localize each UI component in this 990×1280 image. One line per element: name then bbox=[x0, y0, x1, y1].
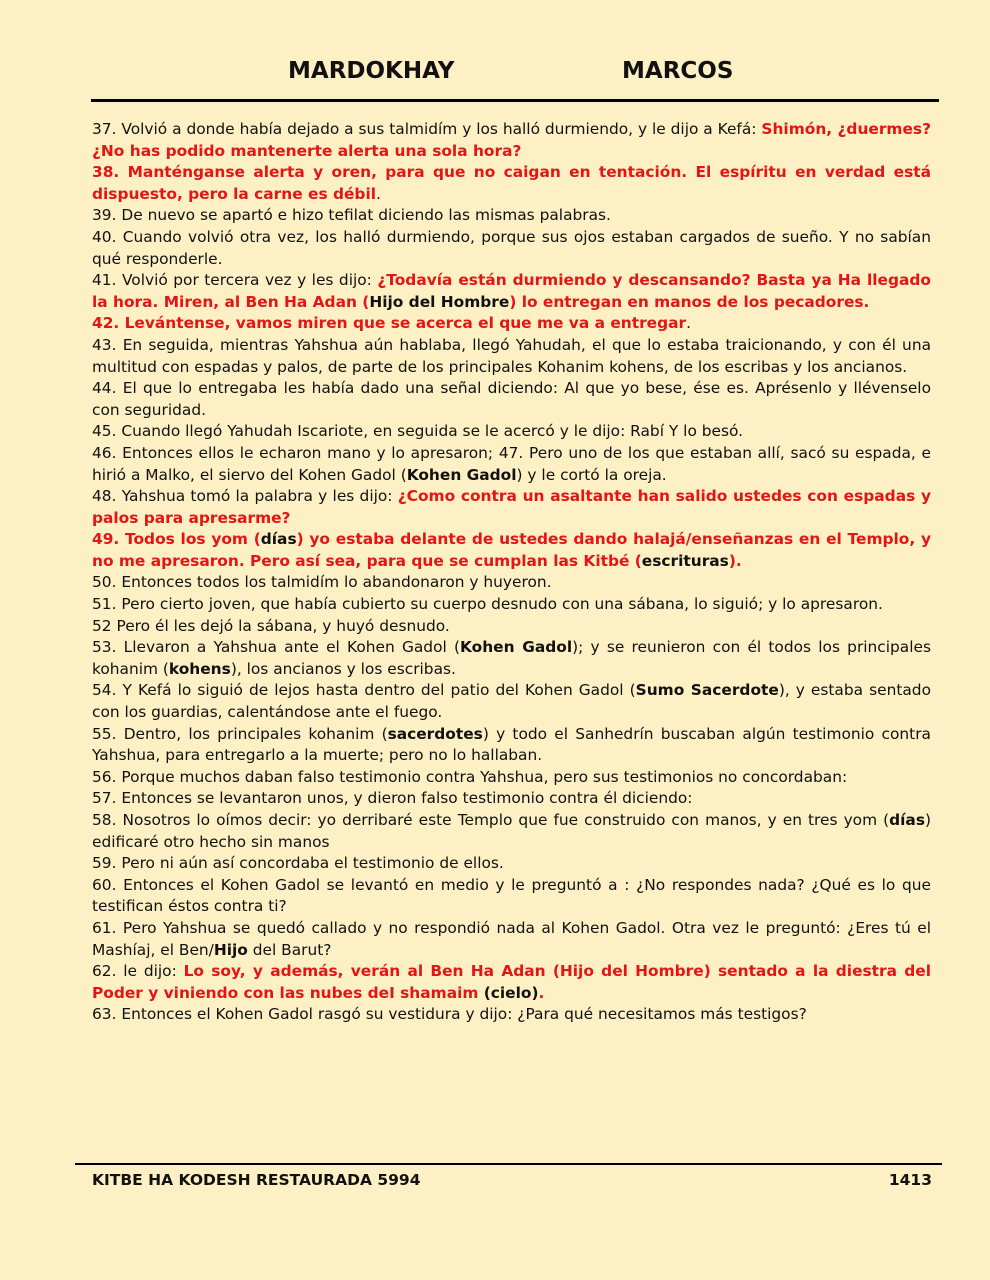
verse-quote-text: ). bbox=[728, 551, 742, 570]
verse-gloss-text: días bbox=[889, 811, 925, 829]
verse-quote-text: Shimón, ¿duermes? ¿No has podido mantenerte alerta una sola hora? bbox=[92, 120, 931, 160]
verse bbox=[92, 227, 931, 270]
verse-text: 46. Entonces ellos le echaron mano y lo apresaron; 47. Pero uno de los que estaban allí, sacó su espada, e hirió a Malko, el siervo del Kohen Gadol ( bbox=[92, 443, 931, 484]
verse-text: 62. le dijo: bbox=[92, 962, 184, 981]
verse bbox=[92, 205, 931, 227]
verse-gloss-text: días bbox=[260, 530, 297, 549]
verse-text: 53. Llevaron a Yahshua ante el Kohen Gadol ( bbox=[92, 638, 460, 657]
verse bbox=[92, 680, 931, 723]
verse-gloss-text: (cielo) bbox=[483, 983, 539, 1002]
verse-gloss-text: Sumo Sacerdote bbox=[635, 681, 779, 700]
verse-text: 59. Pero ni aún así concordaba el testimonio de ellos. bbox=[92, 854, 504, 873]
verse-text: 41. Volvió por tercera vez y les dijo: bbox=[92, 271, 378, 290]
verse-text: 37. Volvió a donde había dejado a sus talmidím y los halló durmiendo, y le dijo a Kefá: bbox=[92, 120, 762, 138]
verse-text: 48. Yahshua tomó la palabra y les dijo: bbox=[92, 487, 398, 506]
verse-quote-text: 38. Manténganse alerta y oren, para que no caigan en tentación. El espíritu en verdad está dispuesto, pero la carne es débil bbox=[92, 163, 931, 203]
verse-gloss-text: Hijo bbox=[213, 940, 248, 959]
verse-text: 58. Nosotros lo oímos decir: yo derribaré este Templo que fue construido con manos, y en tres yom ( bbox=[92, 811, 890, 829]
verse-text: 55. Dentro, los principales kohanim ( bbox=[92, 724, 388, 743]
verse-gloss-text: Hijo del Hombre bbox=[369, 292, 510, 311]
verse-text: 44. El que lo entregaba les había dado una señal diciendo: Al que yo bese, ése es. Aprésenlo y llévenselo con seguridad. bbox=[92, 379, 931, 419]
verse-text: 40. Cuando volvió otra vez, los halló durmiendo, porque sus ojos estaban cargados de sueño. Y no sabían qué responderle. bbox=[92, 227, 931, 268]
verse bbox=[92, 378, 931, 421]
verse-text: 60. Entonces el Kohen Gadol se levantó en medio y le preguntó a : ¿No respondes nada? ¿Qué es lo que testifican éstos contra ti? bbox=[92, 875, 931, 916]
verse bbox=[92, 1004, 931, 1026]
verse bbox=[92, 637, 931, 680]
verse-text-body bbox=[92, 119, 931, 1026]
verse-quote-text: ¿Como contra un asaltante han salido ustedes con espadas y palos para apresarme? bbox=[92, 487, 931, 527]
verse bbox=[92, 616, 931, 638]
verse-text: 52 Pero él les dejó la sábana, y huyó desnudo. bbox=[92, 616, 450, 635]
verse bbox=[92, 594, 931, 616]
verse bbox=[92, 918, 931, 961]
verse-quote-text: . bbox=[538, 983, 545, 1002]
verse-text: . bbox=[686, 314, 692, 333]
verse bbox=[92, 443, 931, 486]
verse bbox=[92, 270, 931, 313]
page-header bbox=[0, 58, 990, 92]
verse bbox=[92, 421, 931, 443]
verse bbox=[92, 313, 931, 335]
verse bbox=[92, 875, 931, 918]
verse-gloss-text: sacerdotes bbox=[387, 724, 483, 743]
verse-text: 57. Entonces se levantaron unos, y dieron falso testimonio contra él diciendo: bbox=[92, 789, 693, 808]
verse-text: 51. Pero cierto joven, que había cubierto su cuerpo desnudo con una sábana, lo siguió; y lo apresaron. bbox=[92, 595, 883, 614]
verse-text: 43. En seguida, mientras Yahshua aún hablaba, llegó Yahudah, el que lo estaba traicionando, y con él una multitud con espadas y palos, de parte de los principales Kohanim kohens, de los escribas y los ancianos. bbox=[92, 335, 931, 376]
verse bbox=[92, 724, 931, 767]
verse bbox=[92, 335, 931, 378]
verse-text: 50. Entonces todos los talmidím lo abandonaron y huyeron. bbox=[92, 573, 552, 592]
verse bbox=[92, 119, 931, 162]
verse-gloss-text: kohens bbox=[168, 659, 231, 678]
verse-quote-text: ) yo estaba delante de ustedes dando halajá/enseñanzas en el Templo, y no me apresaron. Pero así sea, para que se cumplan las Kitbé ( bbox=[92, 530, 931, 570]
verse bbox=[92, 810, 931, 853]
verse-text: ) y todo el Sanhedrín buscaban algún testimonio contra Yahshua, para entregarlo a la muerte; pero no lo hallaban. bbox=[92, 724, 931, 765]
verse-text: 63. Entonces el Kohen Gadol rasgó su vestidura y dijo: ¿Para qué necesitamos más testigos? bbox=[92, 1005, 807, 1024]
verse-text: 39. De nuevo se apartó e hizo tefilat diciendo las mismas palabras. bbox=[92, 206, 611, 225]
verse bbox=[92, 162, 931, 205]
verse bbox=[92, 853, 931, 875]
verse-quote-text: ¿Todavía están durmiendo y descansando? Basta ya Ha llegado la hora. Miren, al Ben Ha Adan ( bbox=[92, 271, 931, 311]
header-book-title: MARDOKHAY bbox=[288, 58, 455, 84]
header-book-name: MARCOS bbox=[622, 58, 734, 84]
verse-gloss-text: escrituras bbox=[641, 551, 729, 570]
verse bbox=[92, 961, 931, 1004]
verse-quote-text: ) lo entregan en manos de los pecadores. bbox=[509, 292, 870, 311]
verse-text: ), y estaba sentado con los guardias, calentándose ante el fuego. bbox=[92, 681, 931, 722]
verse-quote-text: 42. Levántense, vamos miren que se acerca el que me va a entregar bbox=[92, 314, 687, 333]
verse-text: 45. Cuando llegó Yahudah Iscariote, en seguida se le acercó y le dijo: Rabí Y lo besó. bbox=[92, 422, 744, 441]
verse bbox=[92, 788, 931, 810]
verse-gloss-text: Kohen Gadol bbox=[459, 638, 573, 657]
verse-gloss-text: Kohen Gadol bbox=[406, 465, 517, 484]
verse-text: ) edificaré otro hecho sin manos bbox=[92, 811, 931, 851]
footer-collection-title: KITBE HA KODESH RESTAURADA 5994 bbox=[92, 1171, 421, 1189]
verse-text: ), los ancianos y los escribas. bbox=[230, 659, 456, 678]
verse-text: del Barut? bbox=[247, 940, 332, 959]
footer-divider bbox=[75, 1163, 942, 1165]
verse-text: 54. Y Kefá lo siguió de lejos hasta dentro del patio del Kohen Gadol ( bbox=[92, 681, 636, 700]
verse bbox=[92, 529, 931, 572]
header-divider bbox=[91, 99, 939, 102]
verse bbox=[92, 486, 931, 529]
verse-text: 56. Porque muchos daban falso testimonio contra Yahshua, pero sus testimonios no concordaban: bbox=[92, 767, 848, 786]
verse-text: . bbox=[376, 184, 381, 203]
verse bbox=[92, 572, 931, 594]
verse-text: ) y le cortó la oreja. bbox=[516, 465, 667, 484]
verse-text: 61. Pero Yahshua se quedó callado y no respondió nada al Kohen Gadol. Otra vez le preguntó: ¿Eres tú el Mashíaj, el Ben/ bbox=[92, 918, 931, 959]
verse bbox=[92, 767, 931, 789]
page-number: 1413 bbox=[888, 1171, 932, 1189]
verse-text: ); y se reunieron con él todos los principales kohanim ( bbox=[92, 638, 931, 678]
verse-quote-text: 49. Todos los yom ( bbox=[92, 530, 261, 549]
verse-quote-text: Lo soy, y además, verán al Ben Ha Adan (Hijo del Hombre) sentado a la diestra del Poder y viniendo con las nubes deI shamaim bbox=[92, 962, 932, 1002]
